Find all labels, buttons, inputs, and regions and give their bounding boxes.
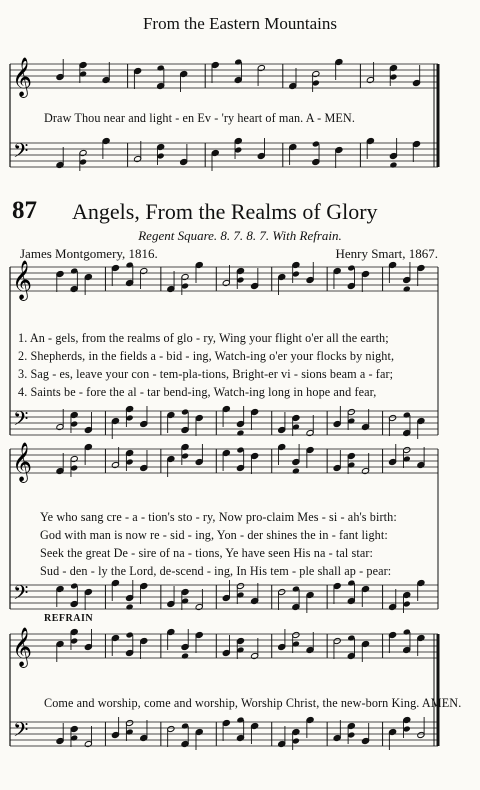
svg-text:𝄞: 𝄞 — [12, 627, 33, 667]
verse-cont-line-3: Seek the great De - sire of na - tions, Ye have seen His na - tal star: — [40, 546, 374, 560]
verse-cont-line-1: Ye who sang cre - a - tion's sto - ry, Now pro-claim Mes - si - ah's birth: — [40, 510, 397, 524]
svg-text:𝄞: 𝄞 — [12, 442, 33, 482]
refrain-lyric: Come and worship, come and worship, Worship Christ, the new-born King. AMEN. — [44, 696, 462, 710]
refrain-label: REFRAIN — [44, 613, 94, 624]
verse-cont-line-4: Sud - den - ly the Lord, de-scend - ing, In His tem - ple shall ap - pear: — [40, 564, 392, 578]
svg-text:𝄞: 𝄞 — [12, 260, 33, 300]
svg-text:𝄢: 𝄢 — [13, 581, 29, 609]
previous-hymn-lyric: Draw Thou near and light - en Ev - 'ry heart of man. A - MEN. — [44, 111, 355, 125]
hymn-number: 87 — [12, 197, 37, 224]
svg-text:𝄞: 𝄞 — [12, 57, 33, 97]
svg-text:𝄢: 𝄢 — [13, 407, 29, 435]
svg-text:𝄢: 𝄢 — [13, 718, 29, 746]
verse-line-3: 3. Sag - es, leave your con - tem-pla-tions, Bright-er vi - sions beam a - far; — [18, 367, 394, 381]
hymn-meter: Regent Square. 8. 7. 8. 7. With Refrain. — [138, 228, 342, 243]
hymn-title: Angels, From the Realms of Glory — [72, 199, 378, 224]
verse-line-1: 1. An - gels, from the realms of glo - ry, Wing your flight o'er all the earth; — [18, 331, 389, 345]
verse-line-2: 2. Shepherds, in the fields a - bid - ing, Watch-ing o'er your flocks by night, — [18, 349, 395, 363]
author-credit: James Montgomery, 1816. — [20, 246, 158, 261]
verse-line-4: 4. Saints be - fore the al - tar bend-ing, Watch-ing long in hope and fear, — [18, 385, 377, 399]
composer-credit: Henry Smart, 1867. — [335, 246, 438, 261]
previous-hymn-title: From the Eastern Mountains — [142, 14, 338, 33]
verse-cont-line-2: God with man is now re - sid - ing, Yon - der shines the in - fant light: — [40, 528, 388, 542]
svg-text:𝄢: 𝄢 — [13, 139, 29, 167]
